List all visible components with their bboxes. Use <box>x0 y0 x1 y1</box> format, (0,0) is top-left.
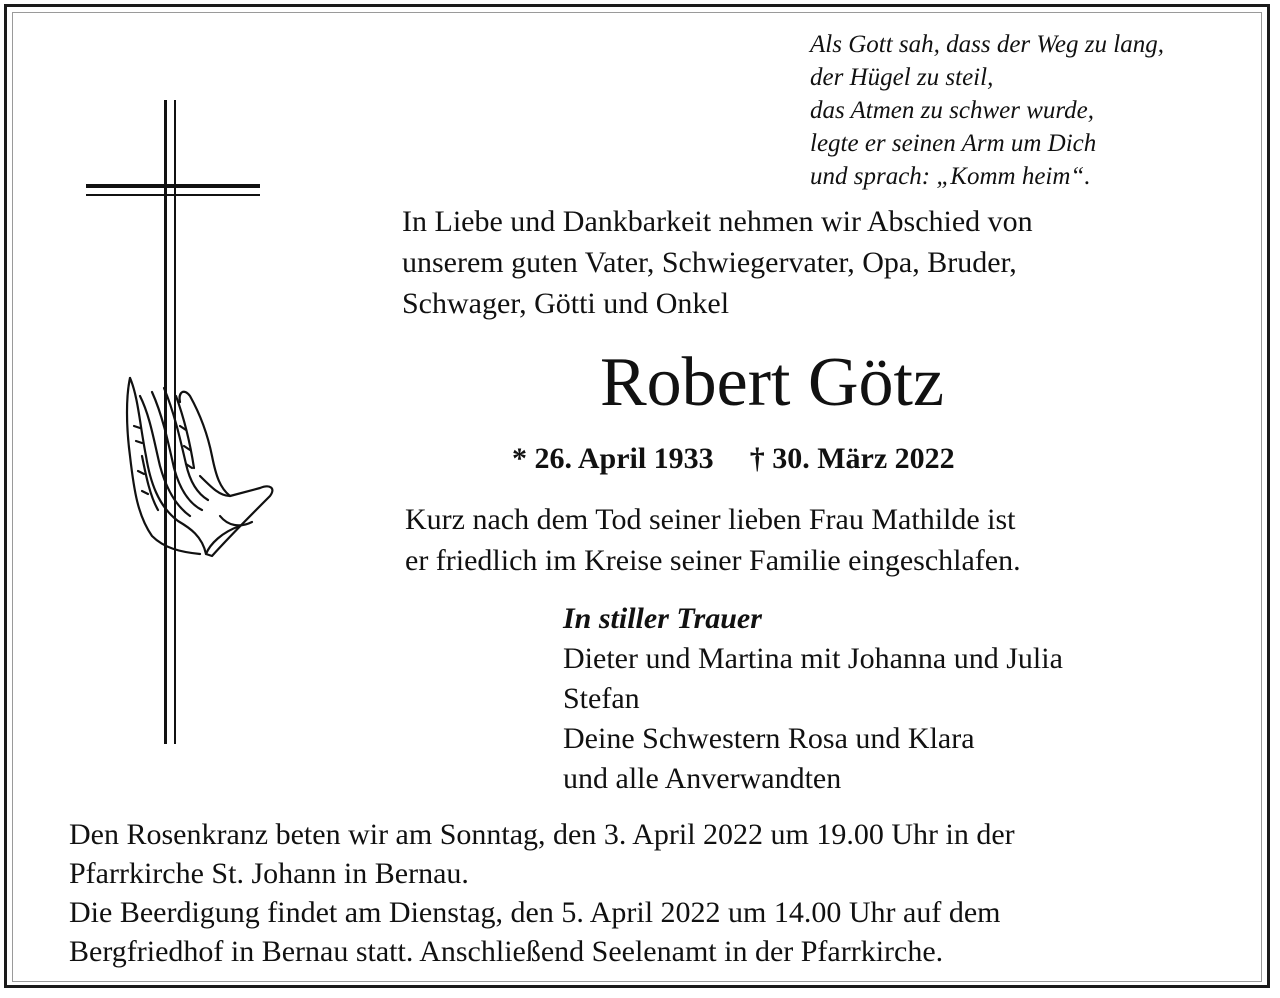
mourner-line: Stefan <box>563 682 640 715</box>
service-line: Pfarrkirche St. Johann in Bernau. <box>69 857 469 890</box>
service-line: Die Beerdigung findet am Dienstag, den 5. April 2022 um 14.00 Uhr auf dem <box>69 896 1001 929</box>
service-line: Bergfriedhof in Bernau statt. Anschließend Seelenamt in der Pfarrkirche. <box>69 935 944 968</box>
praying-hands-icon <box>127 378 272 556</box>
poem-line: legte er seinen Arm um Dich <box>810 130 1097 157</box>
passing-line: Kurz nach dem Tod seiner lieben Frau Mathilde ist <box>405 503 1016 536</box>
mourners-list <box>563 599 1063 799</box>
mourners-heading: In stiller Trauer <box>563 602 762 635</box>
poem-line: und sprach: „Komm heim“. <box>810 163 1091 190</box>
death-date: † 30. März 2022 <box>749 442 955 475</box>
poem-line: der Hügel zu steil, <box>810 64 994 91</box>
life-dates <box>512 440 955 478</box>
mourner-line: und alle Anverwandten <box>563 762 842 795</box>
poem <box>810 28 1164 193</box>
service-line: Den Rosenkranz beten wir am Sonntag, den 3. April 2022 um 19.00 Uhr in der <box>69 818 1015 851</box>
mourner-line: Deine Schwestern Rosa und Klara <box>563 722 975 755</box>
passing-text <box>405 499 1021 581</box>
service-details <box>69 815 1015 971</box>
intro-line: In Liebe und Dankbarkeit nehmen wir Abschied von <box>402 205 1033 238</box>
poem-line: das Atmen zu schwer wurde, <box>810 97 1095 124</box>
cross-icon <box>80 96 280 756</box>
birth-date: * 26. April 1933 <box>512 442 714 475</box>
intro-line: Schwager, Götti und Onkel <box>402 287 730 320</box>
deceased-name: Robert Götz <box>599 344 945 421</box>
passing-line: er friedlich im Kreise seiner Familie eingeschlafen. <box>405 544 1021 577</box>
poem-line: Als Gott sah, dass der Weg zu lang, <box>810 31 1164 58</box>
mourner-line: Dieter und Martina mit Johanna und Julia <box>563 642 1063 675</box>
intro-line: unserem guten Vater, Schwiegervater, Opa, Bruder, <box>402 246 1017 279</box>
intro-text <box>402 201 1033 324</box>
